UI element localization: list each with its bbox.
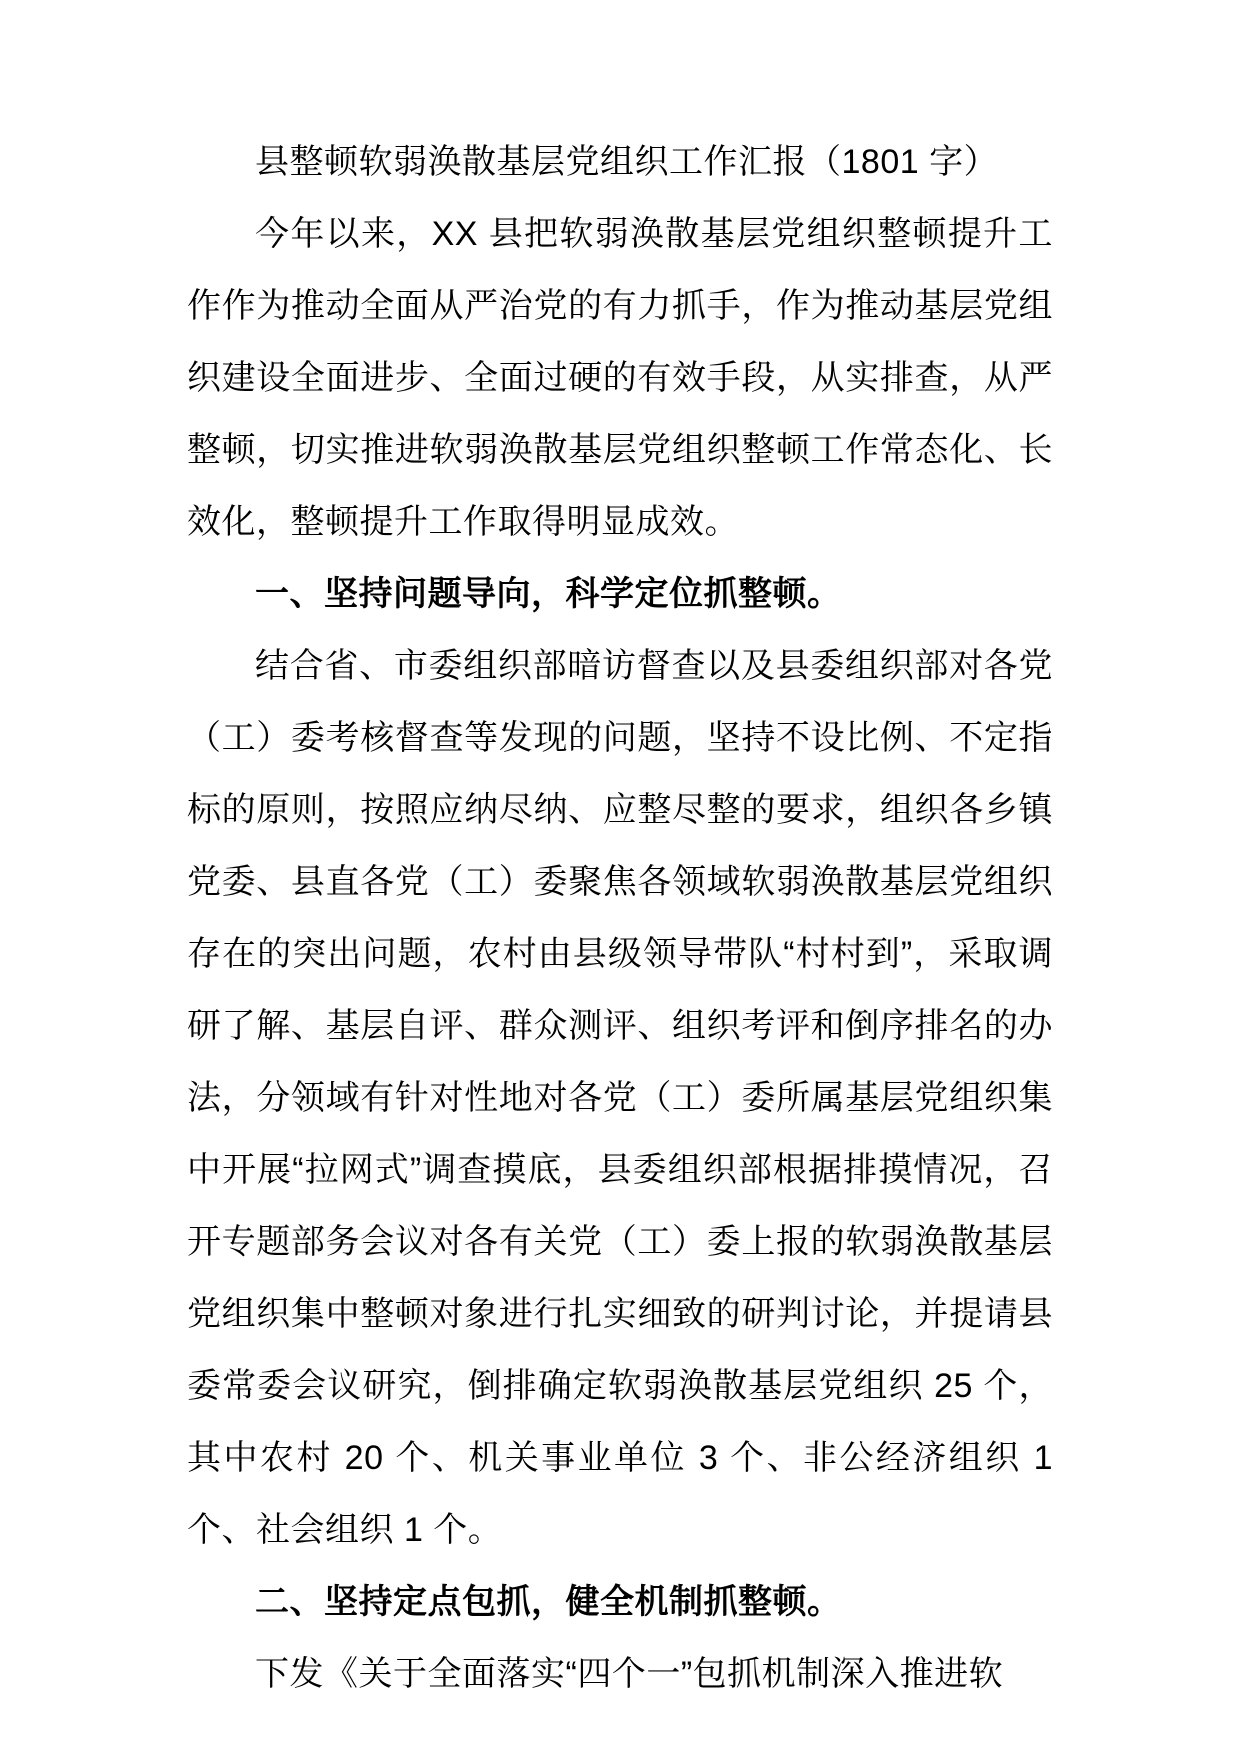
- paragraph-section-1-body: 结合省、市委组织部暗访督查以及县委组织部对各党（工）委考核督查等发现的问题，坚持不设比例、不定指标的原则，按照应纳尽纳、应整尽整的要求，组织各乡镇党委、县直各党（工）委聚焦各领域软弱涣散基层党组织存在的突出问题，农村由县级领导带队“村村到”，采取调研了解、基层自评、群众测评、组织考评和倒序排名的办法，分领域有针对性地对各党（工）委所属基层党组织集中开展“拉网式”调查摸底，县委组织部根据排摸情况，召开专题部务会议对各有关党（工）委上报的软弱涣散基层党组织集中整顿对象进行扎实细致的研判讨论，并提请县委常委会议研究，倒排确定软弱涣散基层党组织 25 个，其中农村 20 个、机关事业单位 3 个、非公经济组织 1 个、社会组织 1 个。: [187, 647, 1053, 1549]
- document-title: 县整顿软弱涣散基层党组织工作汇报（1801 字）: [255, 143, 999, 181]
- paragraph-section-2-body-truncated: 下发《关于全面落实“四个一”包抓机制深入推进软: [255, 1655, 1004, 1693]
- section-heading-1: 一、坚持问题导向，科学定位抓整顿。: [255, 575, 842, 613]
- section-heading-2: 二、坚持定点包抓，健全机制抓整顿。: [255, 1583, 842, 1621]
- paragraph-intro: 今年以来，XX 县把软弱涣散基层党组织整顿提升工作作为推动全面从严治党的有力抓手，作为推动基层党组织建设全面进步、全面过硬的有效手段，从实排查，从严整顿，切实推进软弱涣散基层党组织整顿工作常态化、长效化，整顿提升工作取得明显成效。: [187, 215, 1053, 541]
